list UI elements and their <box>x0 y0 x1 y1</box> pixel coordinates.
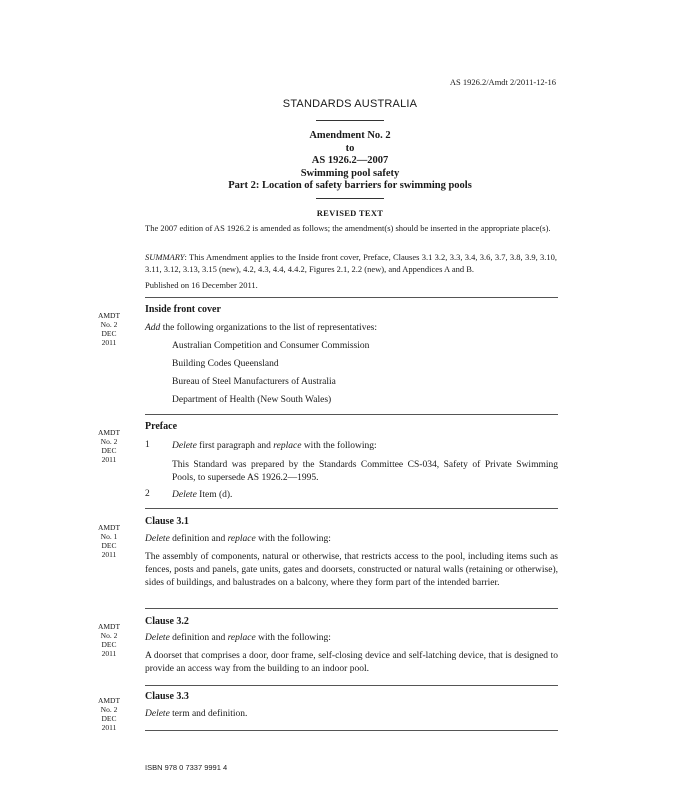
list-item: Bureau of Steel Manufacturers of Australia <box>172 377 336 387</box>
instruction-line: Delete definition and replace with the following: <box>145 633 331 643</box>
amendment-title <box>0 130 700 193</box>
title-rule-top <box>316 120 384 121</box>
list-item: Australian Competition and Consumer Commission <box>172 341 370 351</box>
instruction-line: Delete first paragraph and replace with the following: <box>172 441 377 451</box>
section-heading: Clause 3.2 <box>145 616 189 627</box>
isbn: ISBN 978 0 7337 9991 4 <box>145 763 228 772</box>
revised-text-heading: REVISED TEXT <box>316 208 384 218</box>
list-item: Building Codes Queensland <box>172 359 279 369</box>
quoted-text: This Standard was prepared by the Standards Committee CS-034, Safety of Private Swimming Pools, to supersede AS 1926.2—1995. <box>172 460 558 484</box>
clause-text: The assembly of components, natural or otherwise, that restricts access to the pool, including items such as fences, posts and panels, gate units, gates and doorsets, constructed or natural walls (retaining or otherwise), sides of buildings, and balustrades on a balcony, where they form part of the intended barrier. <box>145 552 558 589</box>
published-date: Published on 16 December 2011. <box>145 280 258 290</box>
item-number: 1 <box>145 440 150 450</box>
instruction-line: Add the following organizations to the list of representatives: <box>145 323 378 333</box>
clause-text: A doorset that comprises a door, door frame, self-closing device and self-latching device, that is designed to provide an access way from the building to an indoor pool. <box>145 651 558 675</box>
title-line-1: Amendment No. 2 <box>309 130 391 141</box>
section-divider <box>145 730 558 731</box>
summary-text: : This Amendment applies to the Inside front cover, Preface, Clauses 3.1 3.2, 3.3, 3.4, 3.6, 3.7, 3.8, 3.9, 3.10, 3.11, 3.12, 3.13, 3.15 (new), 4.2, 4.3, 4.4, 4.4.2, Figures 2.1, 2.2 (new), and Appendices A and B. <box>145 252 557 274</box>
section-heading: Preface <box>145 421 178 432</box>
title-line-2: to <box>345 142 355 154</box>
summary-label: SUMMARY <box>145 252 185 262</box>
title-line-3: AS 1926.2—2007 <box>311 155 389 167</box>
intro-paragraph: The 2007 edition of AS 1926.2 is amended as follows; the amendment(s) should be inserted in the appropriate place(s). <box>145 223 551 233</box>
instruction-line: Delete term and definition. <box>145 709 248 719</box>
title-rule-bottom <box>316 198 384 199</box>
amendment-marker: AMDT No. 2 DEC 2011 <box>97 696 121 732</box>
document-reference: AS 1926.2/Amdt 2/2011-12-16 <box>449 77 556 87</box>
instruction-line: Delete Item (d). <box>172 490 233 500</box>
amendment-marker: AMDT No. 1 DEC 2011 <box>97 523 121 559</box>
section-divider <box>145 608 558 609</box>
section-heading: Clause 3.1 <box>145 516 189 527</box>
section-divider <box>145 508 558 509</box>
section-heading: Inside front cover <box>145 304 221 315</box>
section-heading: Clause 3.3 <box>145 691 189 702</box>
section-divider <box>145 414 558 415</box>
amendment-marker: AMDT No. 2 DEC 2011 <box>97 622 121 658</box>
list-item: Department of Health (New South Wales) <box>172 395 332 405</box>
amendment-marker: AMDT No. 2 DEC 2011 <box>97 428 121 464</box>
section-divider <box>145 685 558 686</box>
summary-paragraph <box>145 251 557 275</box>
instruction-line: Delete definition and replace with the following: <box>145 534 331 544</box>
title-line-5: Part 2: Location of safety barriers for swimming pools <box>228 180 472 192</box>
organization-name: STANDARDS AUSTRALIA <box>282 98 418 110</box>
item-number: 2 <box>145 489 150 499</box>
section-divider <box>145 297 558 298</box>
title-line-4: Swimming pool safety <box>300 167 400 179</box>
amendment-marker: AMDT No. 2 DEC 2011 <box>97 311 121 347</box>
